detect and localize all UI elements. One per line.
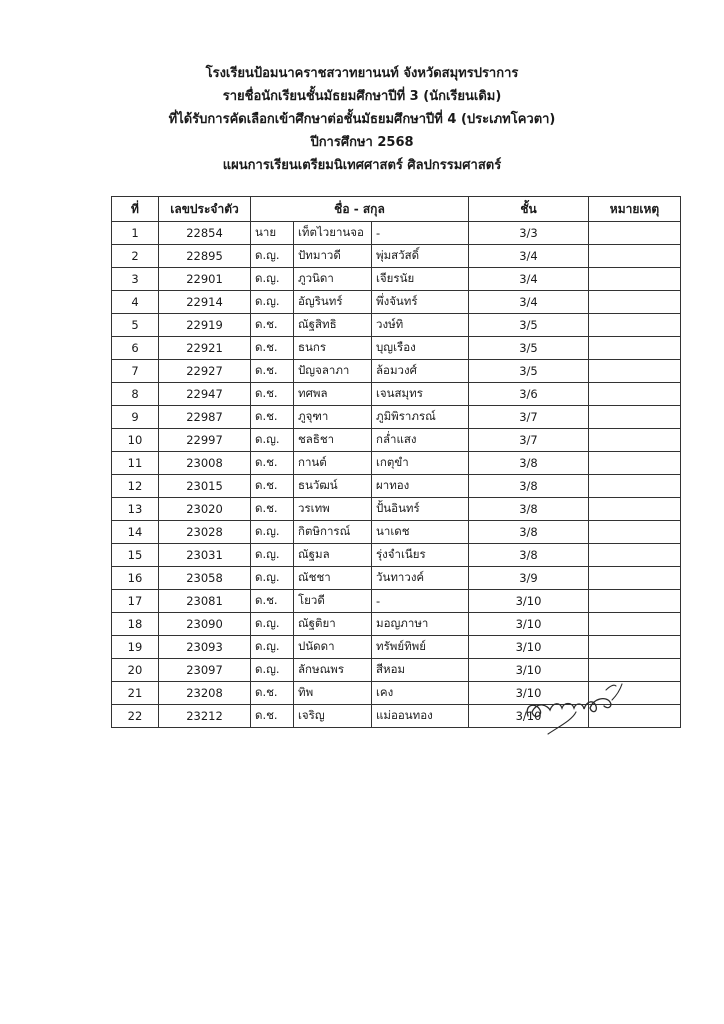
name-prefix: ด.ญ. — [251, 291, 294, 314]
student-id: 23097 — [159, 659, 251, 682]
document-header — [0, 62, 724, 177]
table-row — [112, 521, 681, 544]
class-cell: 3/4 — [469, 291, 589, 314]
student-id: 22927 — [159, 360, 251, 383]
last-name: นาเดช — [372, 521, 469, 544]
row-number: 15 — [112, 544, 159, 567]
name-prefix: ด.ช. — [251, 406, 294, 429]
first-name: ชลธิชา — [294, 429, 372, 452]
table-row — [112, 268, 681, 291]
last-name: รุ่งจำเนียร — [372, 544, 469, 567]
class-cell: 3/5 — [469, 337, 589, 360]
remark-cell — [589, 452, 681, 475]
last-name: เจนสมุทร — [372, 383, 469, 406]
table-row — [112, 314, 681, 337]
name-prefix: ด.ญ. — [251, 659, 294, 682]
last-name: พุ่มสวัสดิ์ — [372, 245, 469, 268]
class-cell: 3/10 — [469, 590, 589, 613]
last-name: แม่ออนทอง — [372, 705, 469, 728]
class-cell: 3/7 — [469, 429, 589, 452]
last-name: - — [372, 590, 469, 613]
first-name: ลักษณพร — [294, 659, 372, 682]
student-id: 22947 — [159, 383, 251, 406]
row-number: 5 — [112, 314, 159, 337]
last-name: สีหอม — [372, 659, 469, 682]
last-name: บุญเรือง — [372, 337, 469, 360]
class-cell: 3/10 — [469, 613, 589, 636]
last-name: ล้อมวงศ์ — [372, 360, 469, 383]
table-row — [112, 590, 681, 613]
remark-cell — [589, 360, 681, 383]
selection-subtitle: ที่ได้รับการคัดเลือกเข้าศึกษาต่อชั้นมัธยมศึกษาปีที่ 4 (ประเภทโควตา) — [168, 112, 556, 127]
first-name: กานต์ — [294, 452, 372, 475]
header-remark: หมายเหตุ — [589, 197, 681, 222]
first-name: ภูจุฑา — [294, 406, 372, 429]
last-name: เจียรนัย — [372, 268, 469, 291]
last-name: วงษ์ทิ — [372, 314, 469, 337]
table-row — [112, 475, 681, 498]
class-cell: 3/10 — [469, 636, 589, 659]
student-id: 23028 — [159, 521, 251, 544]
header-id: เลขประจำตัว — [159, 197, 251, 222]
name-prefix: ด.ช. — [251, 498, 294, 521]
header-name: ชื่อ - สกุล — [251, 197, 469, 222]
first-name: ปนัดดา — [294, 636, 372, 659]
first-name: ปัทมาวดี — [294, 245, 372, 268]
student-id: 23031 — [159, 544, 251, 567]
remark-cell — [589, 222, 681, 245]
last-name: ทรัพย์ทิพย์ — [372, 636, 469, 659]
student-id: 23081 — [159, 590, 251, 613]
remark-cell — [589, 636, 681, 659]
class-cell: 3/8 — [469, 452, 589, 475]
name-prefix: ด.ญ. — [251, 567, 294, 590]
last-name: ปั้นอินทร์ — [372, 498, 469, 521]
row-number: 8 — [112, 383, 159, 406]
last-name: เคง — [372, 682, 469, 705]
name-prefix: ด.ช. — [251, 590, 294, 613]
name-prefix: ด.ญ. — [251, 429, 294, 452]
table-row — [112, 544, 681, 567]
name-prefix: นาย — [251, 222, 294, 245]
name-prefix: ด.ช. — [251, 475, 294, 498]
row-number: 14 — [112, 521, 159, 544]
student-id: 23208 — [159, 682, 251, 705]
remark-cell — [589, 291, 681, 314]
last-name: พึ่งจันทร์ — [372, 291, 469, 314]
last-name: - — [372, 222, 469, 245]
table-row — [112, 429, 681, 452]
row-number: 20 — [112, 659, 159, 682]
table-row — [112, 383, 681, 406]
row-number: 12 — [112, 475, 159, 498]
first-name: วรเทพ — [294, 498, 372, 521]
student-id: 22895 — [159, 245, 251, 268]
class-cell: 3/10 — [469, 659, 589, 682]
remark-cell — [589, 590, 681, 613]
class-cell: 3/5 — [469, 314, 589, 337]
first-name: ปัญจลาภา — [294, 360, 372, 383]
remark-cell — [589, 337, 681, 360]
name-prefix: ด.ช. — [251, 705, 294, 728]
first-name: ธนกร — [294, 337, 372, 360]
remark-cell — [589, 268, 681, 291]
name-prefix: ด.ช. — [251, 314, 294, 337]
remark-cell — [589, 544, 681, 567]
first-name: เท็ตไวยานจอ — [294, 222, 372, 245]
class-cell: 3/4 — [469, 268, 589, 291]
table-row — [112, 337, 681, 360]
name-prefix: ด.ญ. — [251, 636, 294, 659]
class-cell: 3/10 — [469, 682, 589, 705]
remark-cell — [589, 567, 681, 590]
last-name: เกตุขำ — [372, 452, 469, 475]
table-row — [112, 406, 681, 429]
remark-cell — [589, 314, 681, 337]
class-cell: 3/6 — [469, 383, 589, 406]
first-name: อัญรินทร์ — [294, 291, 372, 314]
name-prefix: ด.ช. — [251, 360, 294, 383]
row-number: 18 — [112, 613, 159, 636]
student-id: 22901 — [159, 268, 251, 291]
student-id: 22919 — [159, 314, 251, 337]
academic-year: ปีการศึกษา 2568 — [310, 135, 414, 150]
row-number: 21 — [112, 682, 159, 705]
remark-cell — [589, 383, 681, 406]
student-id: 22854 — [159, 222, 251, 245]
first-name: ทศพล — [294, 383, 372, 406]
first-name: ภูวนิดา — [294, 268, 372, 291]
class-cell: 3/7 — [469, 406, 589, 429]
last-name: ผาทอง — [372, 475, 469, 498]
student-id: 23093 — [159, 636, 251, 659]
remark-cell — [589, 245, 681, 268]
table-row — [112, 498, 681, 521]
class-cell: 3/8 — [469, 544, 589, 567]
row-number: 9 — [112, 406, 159, 429]
header-class: ชั้น — [469, 197, 589, 222]
remark-cell — [589, 521, 681, 544]
student-id: 22921 — [159, 337, 251, 360]
class-cell: 3/8 — [469, 475, 589, 498]
class-cell: 3/10 — [469, 705, 589, 728]
table-row — [112, 245, 681, 268]
row-number: 19 — [112, 636, 159, 659]
table-row — [112, 291, 681, 314]
header-no: ที่ — [112, 197, 159, 222]
remark-cell — [589, 429, 681, 452]
first-name: ทิพ — [294, 682, 372, 705]
table-body — [112, 222, 681, 728]
name-prefix: ด.ช. — [251, 337, 294, 360]
row-number: 16 — [112, 567, 159, 590]
study-plan: แผนการเรียนเตรียมนิเทศศาสตร์ ศิลปกรรมศาสตร์ — [222, 158, 502, 173]
first-name: เจริญ — [294, 705, 372, 728]
list-subtitle: รายชื่อนักเรียนชั้นมัธยมศึกษาปีที่ 3 (นักเรียนเดิม) — [222, 89, 502, 104]
student-id: 22987 — [159, 406, 251, 429]
table-row — [112, 222, 681, 245]
student-id: 22914 — [159, 291, 251, 314]
student-id: 23212 — [159, 705, 251, 728]
student-id: 23008 — [159, 452, 251, 475]
table-row — [112, 360, 681, 383]
table-header-row — [112, 197, 681, 222]
table-row — [112, 636, 681, 659]
last-name: กล่ำแสง — [372, 429, 469, 452]
row-number: 11 — [112, 452, 159, 475]
row-number: 13 — [112, 498, 159, 521]
remark-cell — [589, 406, 681, 429]
name-prefix: ด.ญ. — [251, 268, 294, 291]
class-cell: 3/4 — [469, 245, 589, 268]
remark-cell — [589, 498, 681, 521]
school-title: โรงเรียนป้อมนาคราชสวาทยานนท์ จังหวัดสมุทรปราการ — [205, 66, 519, 81]
name-prefix: ด.ช. — [251, 383, 294, 406]
row-number: 3 — [112, 268, 159, 291]
class-cell: 3/8 — [469, 521, 589, 544]
class-cell: 3/8 — [469, 498, 589, 521]
row-number: 2 — [112, 245, 159, 268]
first-name: ธนวัฒน์ — [294, 475, 372, 498]
first-name: ณัชชา — [294, 567, 372, 590]
student-id: 22997 — [159, 429, 251, 452]
last-name: มอญภาษา — [372, 613, 469, 636]
table-row — [112, 452, 681, 475]
name-prefix: ด.ช. — [251, 452, 294, 475]
table-row — [112, 567, 681, 590]
row-number: 7 — [112, 360, 159, 383]
student-id: 23090 — [159, 613, 251, 636]
student-id: 23015 — [159, 475, 251, 498]
remark-cell — [589, 475, 681, 498]
last-name: ภูมิพิราภรณ์ — [372, 406, 469, 429]
class-cell: 3/5 — [469, 360, 589, 383]
first-name: ณัฐมล — [294, 544, 372, 567]
row-number: 4 — [112, 291, 159, 314]
row-number: 1 — [112, 222, 159, 245]
class-cell: 3/3 — [469, 222, 589, 245]
row-number: 17 — [112, 590, 159, 613]
first-name: ณัฐสิทธิ — [294, 314, 372, 337]
student-id: 23058 — [159, 567, 251, 590]
name-prefix: ด.ญ. — [251, 521, 294, 544]
row-number: 22 — [112, 705, 159, 728]
remark-cell — [589, 613, 681, 636]
name-prefix: ด.ญ. — [251, 245, 294, 268]
student-id: 23020 — [159, 498, 251, 521]
last-name: วันทาวงค์ — [372, 567, 469, 590]
row-number: 10 — [112, 429, 159, 452]
handwritten-signature — [520, 676, 630, 736]
first-name: โยวดี — [294, 590, 372, 613]
name-prefix: ด.ญ. — [251, 613, 294, 636]
name-prefix: ด.ญ. — [251, 544, 294, 567]
table-row — [112, 613, 681, 636]
name-prefix: ด.ช. — [251, 682, 294, 705]
first-name: ณัฐติยา — [294, 613, 372, 636]
student-table — [111, 196, 681, 728]
row-number: 6 — [112, 337, 159, 360]
class-cell: 3/9 — [469, 567, 589, 590]
first-name: กิตษิการณ์ — [294, 521, 372, 544]
